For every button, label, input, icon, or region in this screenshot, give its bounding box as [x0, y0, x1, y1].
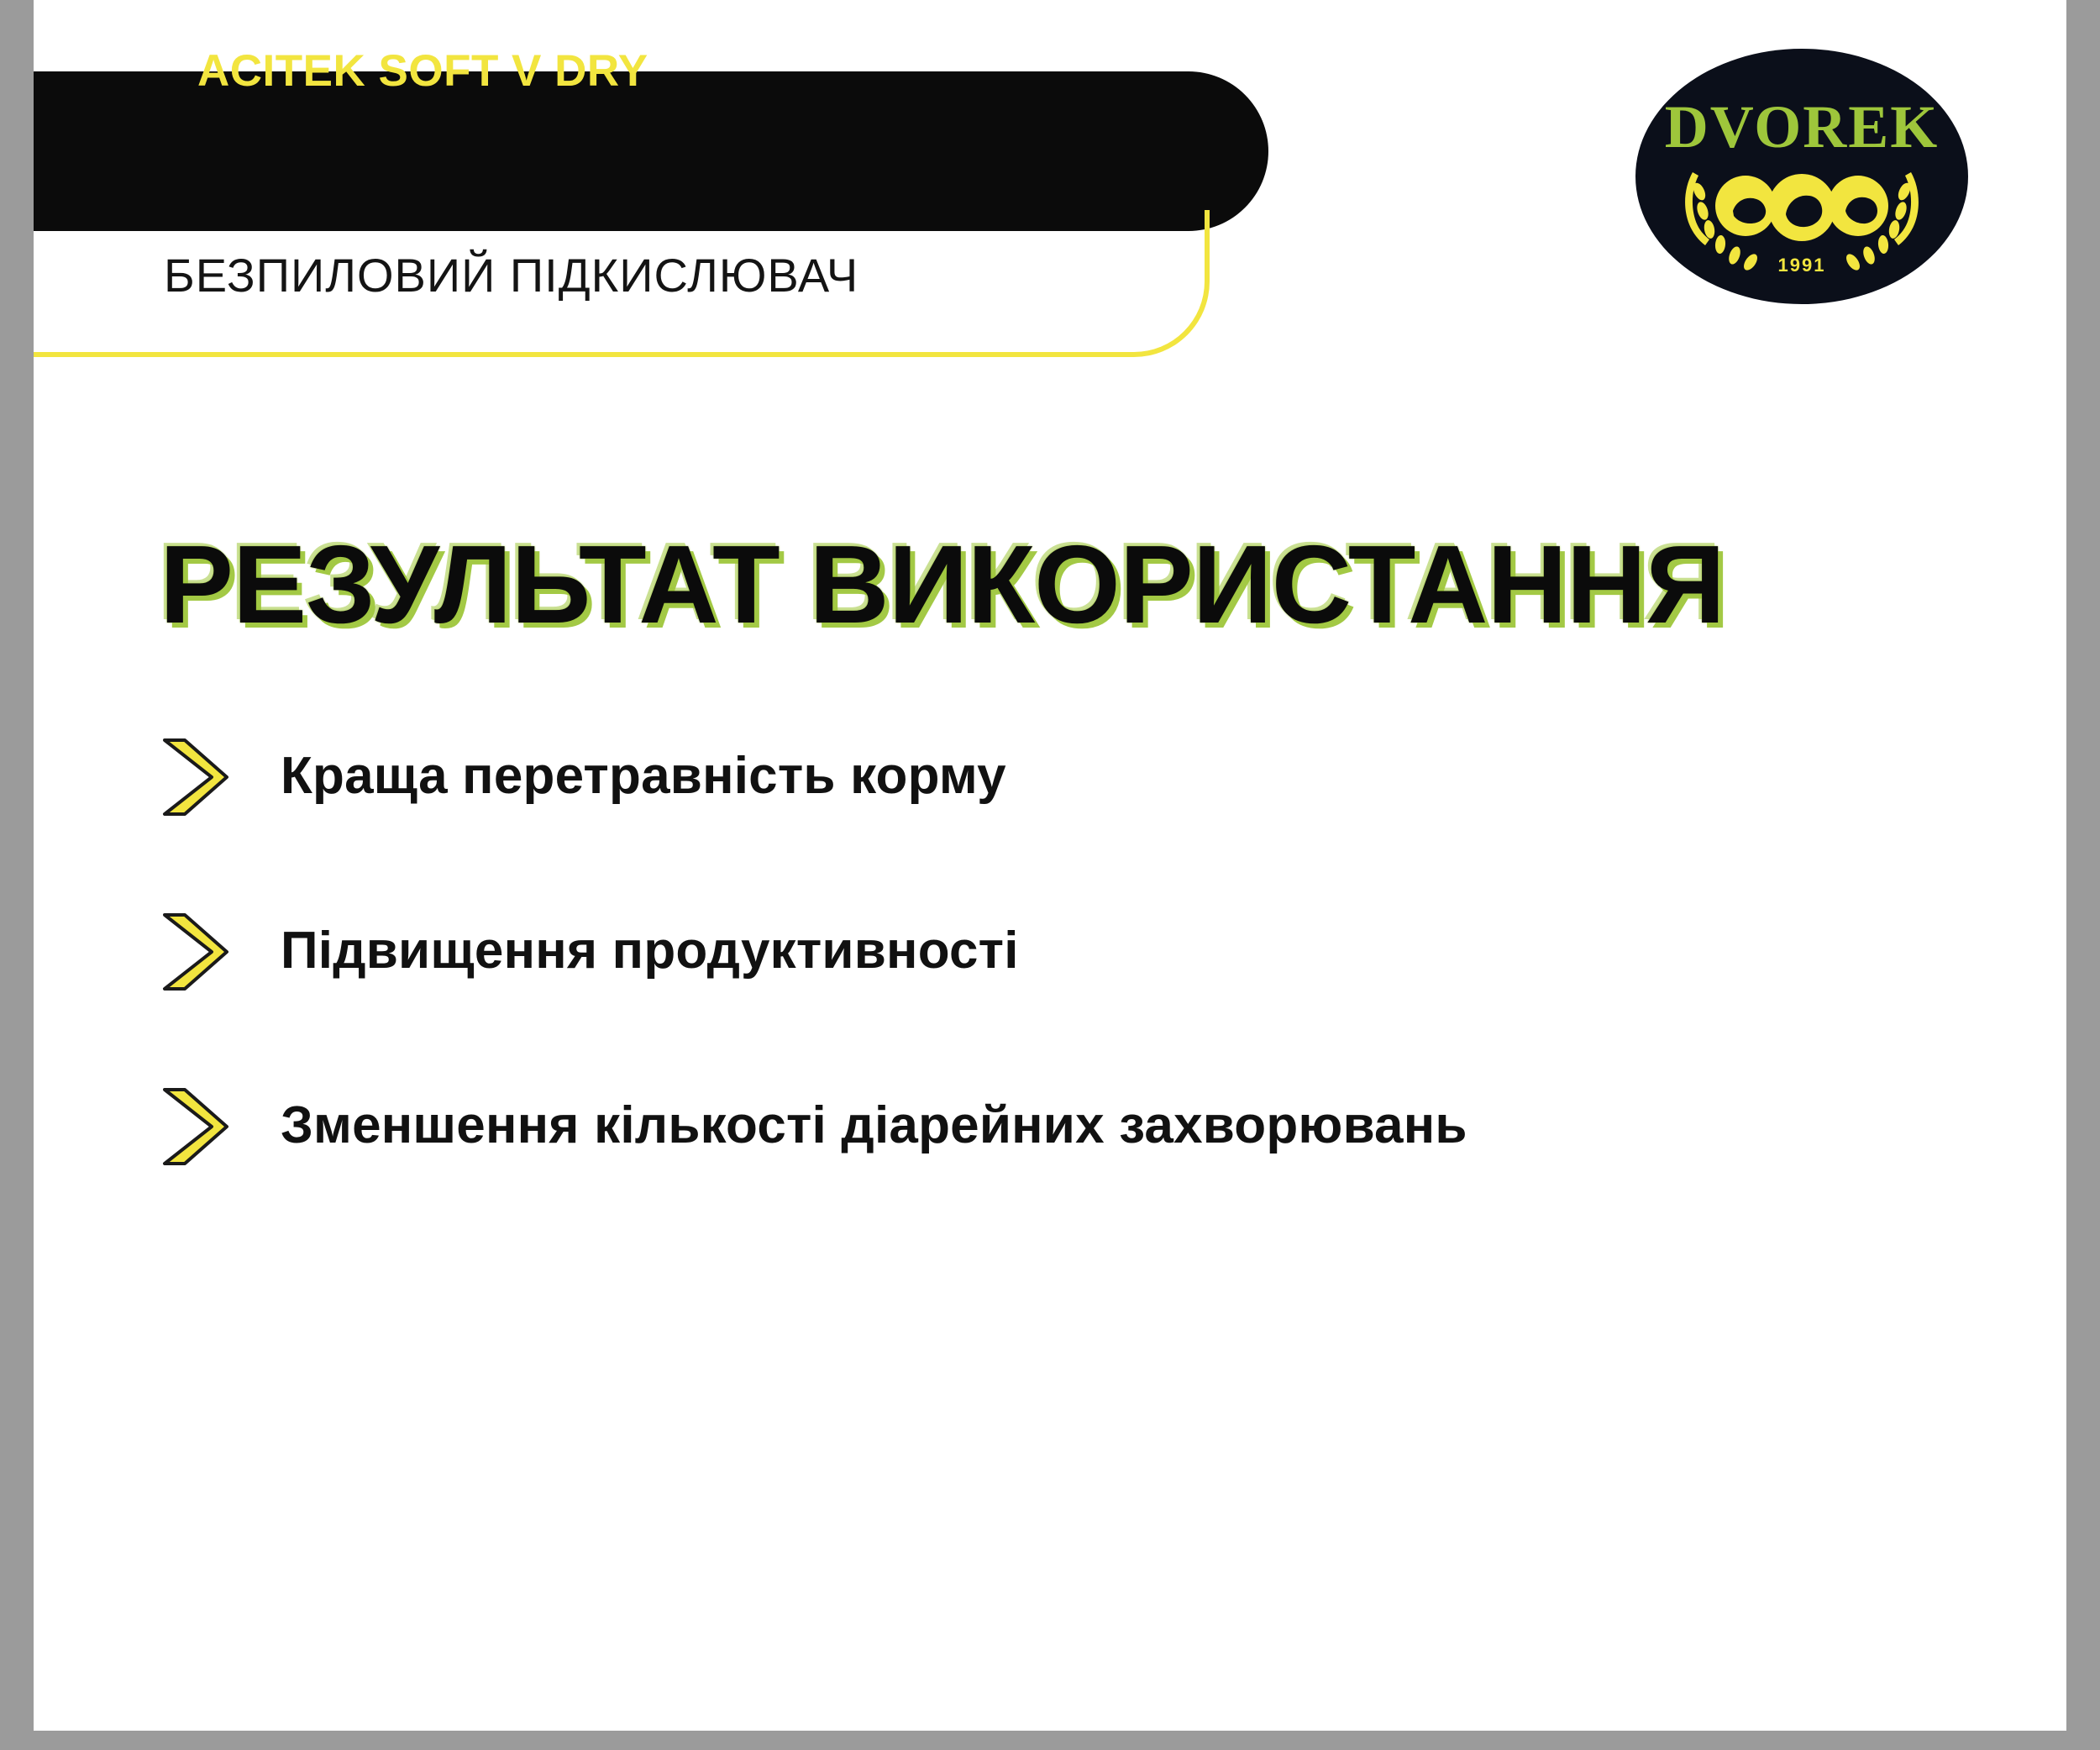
benefits-list: [160, 735, 1966, 1259]
product-name: ACITEK SOFT V DRY: [197, 46, 648, 96]
product-descriptor: БЕЗПИЛОВИЙ ПІДКИСЛЮВАЧ: [164, 249, 859, 302]
list-item: [160, 910, 1966, 991]
svg-text:1991: 1991: [1777, 255, 1826, 276]
list-item-label: Підвищення продуктивності: [281, 921, 1019, 980]
chevron-right-icon: [160, 912, 232, 992]
chevron-right-icon: [160, 1086, 232, 1167]
list-item: [160, 1085, 1966, 1165]
page-title: РЕЗУЛЬТАТ ВИКОРИСТАННЯ: [160, 523, 1725, 646]
chevron-right-icon: [160, 737, 232, 817]
slide-header: [34, 0, 1277, 361]
dvorek-logo: [1634, 46, 1970, 307]
list-item-label: Зменшення кількості діарейних захворювань: [281, 1096, 1467, 1154]
svg-text:DVOREK: DVOREK: [1664, 93, 1940, 160]
list-item: [160, 735, 1966, 816]
slide: [34, 0, 2066, 1731]
list-item-label: Краща перетравність корму: [281, 746, 1006, 805]
